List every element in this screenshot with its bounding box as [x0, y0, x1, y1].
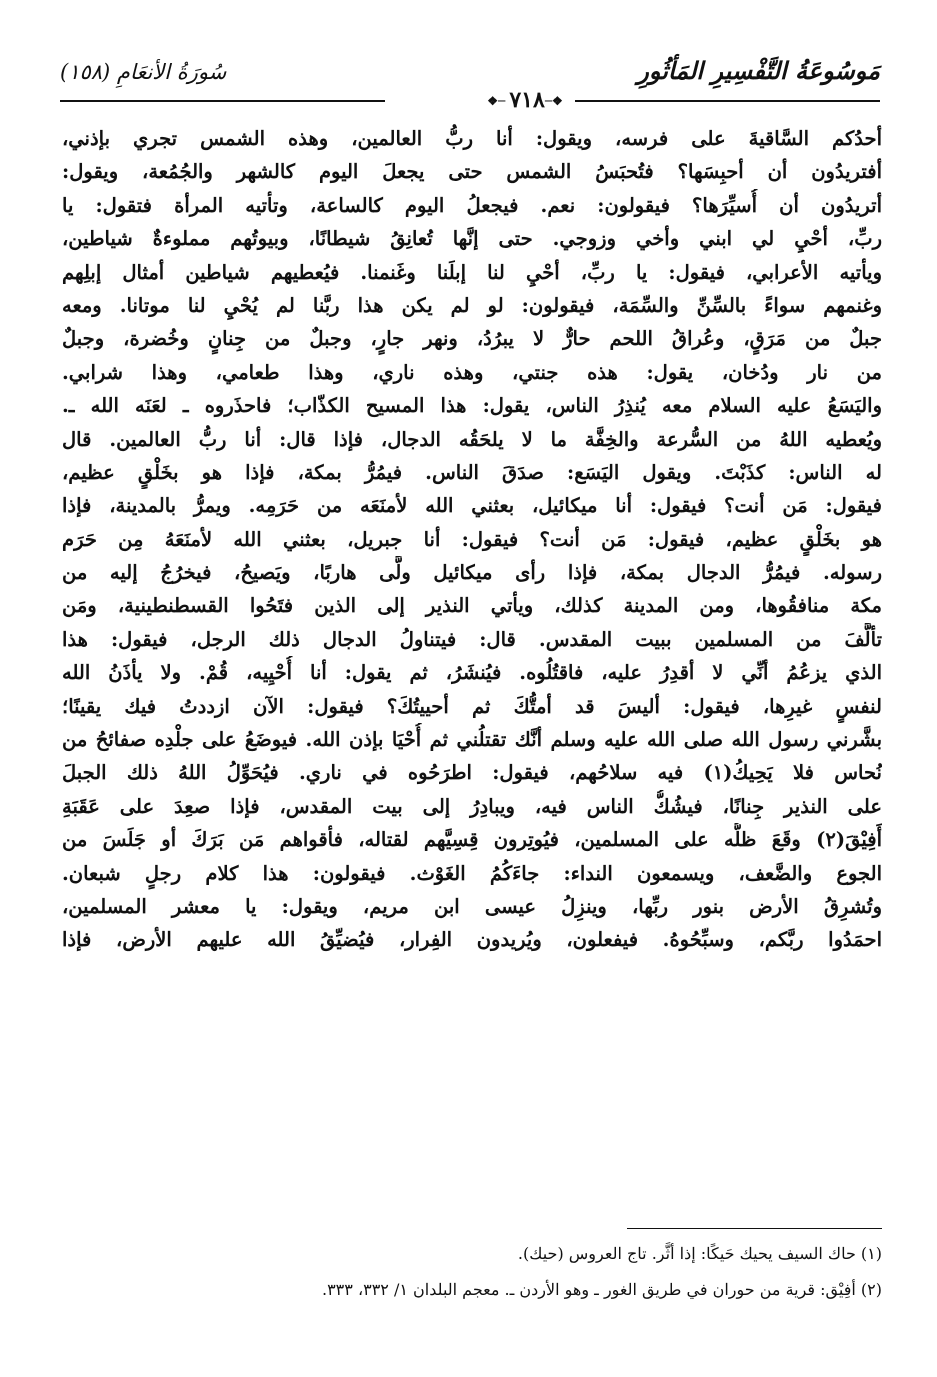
- text-line: ربِّ، أحْيِ لي ابني وأخي وزوجي. حتى إنَّها تُعانِقُ شيطانًا، وبيوتُهم مملوءةٌ شياطين،: [62, 227, 882, 251]
- text-line: فيقول: مَن أنت؟ فيقول: أنا ميكائيل، بعثني الله لأمنَعَه من حَرَمِه. ويمرُّ بالمدينة، فإذا: [62, 494, 882, 518]
- text-line: على النذير جِنانًا، فيشُكُّ الناس فيه، ويبادِرُ إلى بيت المقدس، فإذا صعِدَ على عَقَبَةِ: [62, 794, 882, 818]
- text-line: بشَّرني رسول الله صلى الله عليه وسلم أنَّك تقتلُني ثم أُحْيَا بإذن الله. فيوضَعُ على جلْدِه صفائحُ من: [62, 728, 882, 752]
- page-number: ❖─ ٧١٨ ─❖: [475, 87, 575, 113]
- text-line: نُحاس فلا يَحِيكُ(١) فيه سلاحُهم، فيقول: اطرَحُوه في ناري. فيُحَوِّلُ اللهُ ذلك الجبلَ: [62, 761, 882, 785]
- text-line: ويُعطيه اللهُ من السُّرعة والخِفَّة ما لا يلحَقُه الدجال، فإذا قال: أنا ربُّ العالمين. قال: [62, 427, 882, 451]
- footnote: (٢) أفِيْق: قرية من حوران في طريق الغور ـ وهو الأردن ـ. معجم البلدان ١/ ٣٣٢، ٣٣٣.: [321, 1280, 882, 1299]
- text-line: واليَسَعُ عليه السلام معه يُنذِرُ الناس، يقول: هذا المسيح الكذّاب؛ فاحذَروه ـ لعَنَه الله ـ.: [62, 394, 882, 418]
- surah-label: سُورَةُ الأنعَامِ (١٥٨): [60, 60, 227, 84]
- text-line: رسوله. فيمُرُّ الدجال بمكة، فإذا رأى ميكائيل ولَّى هاربًا، ويَصيحُ، فيخرُجُ إليه من: [62, 561, 882, 585]
- text-line: أتريدُون أن أُسيِّرَها؟ فيقولون: نعم. فيجعلُ اليوم كالساعة، وتأتيه المرأة فتقول: يا: [62, 193, 882, 217]
- text-line: أَفِيْقَ(٢) وقَعَ ظلُّه على المسلمين، فيُوتِرون قِسِيَّهم لقتاله، فأقواهم مَن بَرَكَ أو جَلَسَ من: [62, 828, 882, 852]
- text-line: أفتريدُون أن أحبِسَها؟ فتُحبَسُ الشمس حتى يجعلَ اليوم كالشهر والجُمُعة، ويقول:: [62, 160, 882, 184]
- text-line: الذي يزعُمُ أنِّي لا أقدِرُ عليه، فاقتُلُوه. فيُنشَرُ، ثم يقول: أنا أُحْيِيه، قُمْ. ولا يأذَنُ الله: [62, 661, 882, 685]
- text-line: الجوع والضَّعف، ويسمعون النداء: جاءَكُمُ الغَوْث. فيقولون: هذا كلام رجلٍ شبعان.: [62, 861, 882, 885]
- text-line: مكة منافقُوها، ومن المدينة كذلك، ويأتي النذير إلى الذين فتَحُوا القسطنطينية، ومَن: [62, 594, 882, 618]
- text-line: تألَّفَ من المسلمين ببيت المقدس. قال: فيتناولُ الدجال ذلك الرجل، فيقول: هذا: [62, 627, 882, 651]
- footnotes: [62, 1236, 882, 1308]
- text-line: من نار ودُخان، يقول: هذه جنتي، وهذه ناري، وهذا طعامي، وهذا شرابي.: [62, 360, 882, 384]
- text-line: وغنمهم سواءً بالسِّنِّ والسِّمَة، فيقولون: لو لم يكن هذا ربَّنا لم يُحْيِ لنا موتانا. ومعه: [62, 293, 882, 317]
- main-text: [62, 122, 882, 957]
- text-line: جبلٌ من مَرَقٍ، وعُراقُ اللحم حارٌّ لا يبرُدُ، ونهر جارٍ، وجبلٌ من جِنانٍ وخُضرة، وجبلٌ: [62, 327, 882, 351]
- text-line: ويأتيه الأعرابي، فيقول: يا ربِّ، أحْيِ لنا إبلَنا وغَنمنا. فيُعطيهم شياطين أمثال إبلِهم: [62, 260, 882, 284]
- header-rule-left: [60, 100, 385, 102]
- footnote: (١) حاك السيف يحيك حَيكًا: إذا أثَّر. تاج العروس (حيك).: [517, 1244, 882, 1263]
- footnote-separator: [627, 1228, 882, 1229]
- text-line: هو بخَلْقٍ عظيم، فيقول: مَن أنت؟ فيقول: أنا جبريل، بعثني الله لأمنَعَهُ مِن حَرَم: [62, 527, 882, 551]
- page-header: [60, 56, 880, 112]
- text-line: وتُشرِقُ الأرض بنور ربِّها، وينزِلُ عيسى ابن مريم، ويقول: يا معشر المسلمين،: [62, 894, 882, 918]
- text-line: احمَدُوا ربَّكم، وسبِّحُوهُ. فيفعلون، ويُريدون الفِرار، فيُضيِّقُ الله عليهم الأرض، فإذا: [62, 928, 882, 952]
- text-line: لنفسٍ غيرِها، فيقول: أليسَ قد أمتُّكَ ثم أحييتُكَ؟ فيقول: الآن ازددتُ فيك يقينًا؛: [62, 694, 882, 718]
- text-line: له الناس: كذَبْتَ. ويقول اليَسَع: صدَقَ الناس. فيمُرُّ بمكة، فإذا هو بخَلْقٍ عظيم،: [62, 460, 882, 484]
- book-title: مَوسُوعَةُ التَّفْسِيرِ المَأثُورِ: [637, 56, 880, 85]
- text-line: أحدُكم السَّاقيةَ على فرسه، ويقول: أنا ربُّ العالمين، وهذه الشمس تجري بإذني،: [62, 127, 882, 150]
